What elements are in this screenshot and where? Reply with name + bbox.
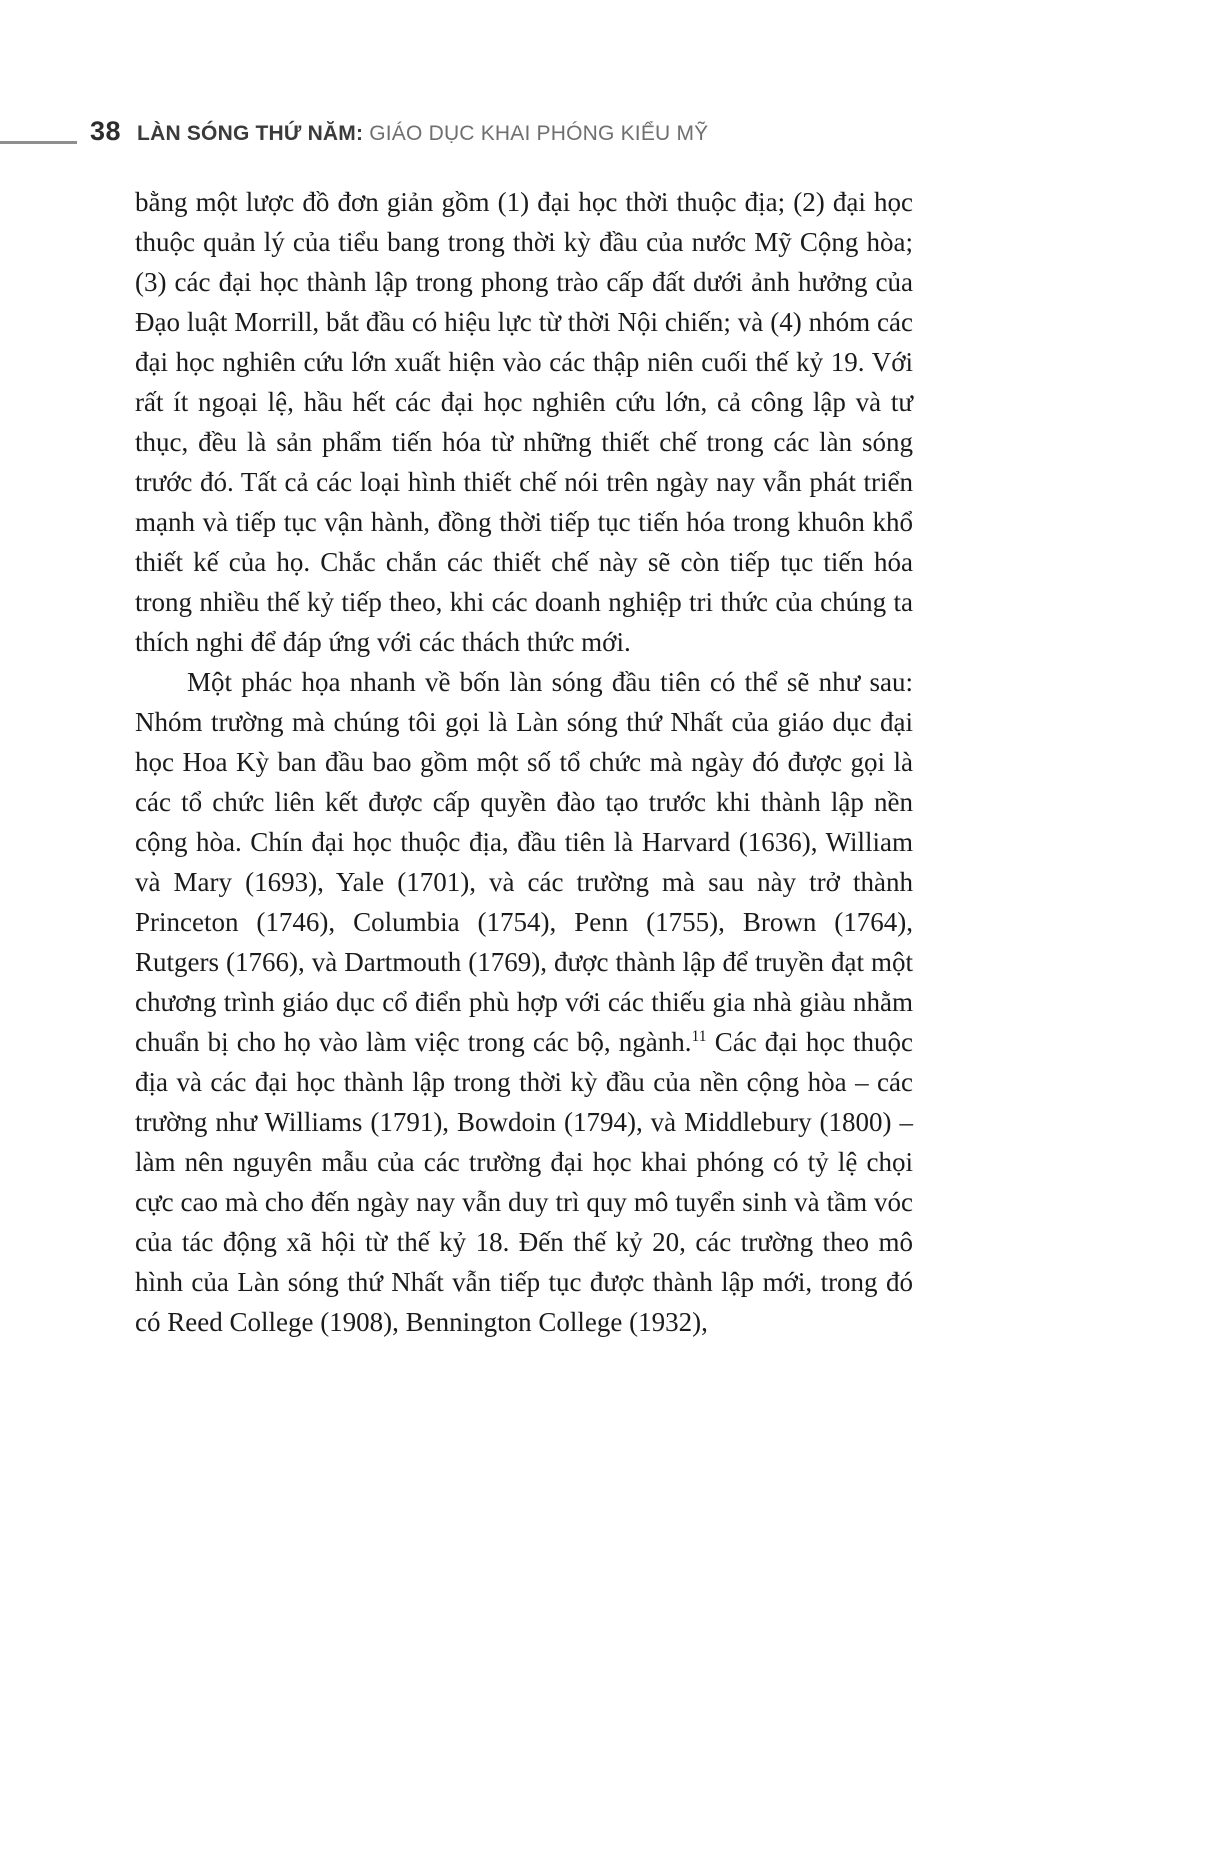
paragraph-2 <box>135 662 913 1342</box>
page-header <box>90 116 708 147</box>
paragraph-2-text-before-footnote: Một phác họa nhanh về bốn làn sóng đầu tiên có thể sẽ như sau: Nhóm trường mà chúng tôi gọi là Làn sóng thứ Nhất của giáo dục đại học Hoa Kỳ ban đầu bao gồm một số tổ chức mà ngày đó được gọi là các tổ chức liên kết được cấp quyền đào tạo trước khi thành lập nền cộng hòa. Chín đại học thuộc địa, đầu tiên là Harvard (1636), William và Mary (1693), Yale (1701), và các trường mà sau này trở thành Princeton (1746), Columbia (1754), Penn (1755), Brown (1764), Rutgers (1766), và Dartmouth (1769), được thành lập để truyền đạt một chương trình giáo dục cổ điển phù hợp với các thiếu gia nhà giàu nhằm chuẩn bị cho họ vào làm việc trong các bộ, ngành. <box>135 667 913 1057</box>
footnote-reference: 11 <box>691 1028 707 1045</box>
body-text <box>135 182 913 1342</box>
paragraph-1: bằng một lược đồ đơn giản gồm (1) đại học thời thuộc địa; (2) đại học thuộc quản lý của tiểu bang trong thời kỳ đầu của nước Mỹ Cộng hòa; (3) các đại học thành lập trong phong trào cấp đất dưới ảnh hưởng của Đạo luật Morrill, bắt đầu có hiệu lực từ thời Nội chiến; và (4) nhóm các đại học nghiên cứu lớn xuất hiện vào các thập niên cuối thế kỷ 19. Với rất ít ngoại lệ, hầu hết các đại học nghiên cứu lớn, cả công lập và tư thục, đều là sản phẩm tiến hóa từ những thiết chế trong các làn sóng trước đó. Tất cả các loại hình thiết chế nói trên ngày nay vẫn phát triển mạnh và tiếp tục vận hành, đồng thời tiếp tục tiến hóa trong khuôn khổ thiết kế của họ. Chắc chắn các thiết chế này sẽ còn tiếp tục tiến hóa trong nhiều thế kỷ tiếp theo, khi các doanh nghiệp tri thức của chúng ta thích nghi để đáp ứng với các thách thức mới. <box>135 187 913 657</box>
running-title-book-name: LÀN SÓNG THỨ NĂM: <box>137 122 364 145</box>
running-title-subtitle: GIÁO DỤC KHAI PHÓNG KIỂU MỸ <box>369 122 709 145</box>
header-margin-rule <box>0 141 77 144</box>
paragraph-2-text-after-footnote: Các đại học thuộc địa và các đại học thành lập trong thời kỳ đầu của nền cộng hòa – các trường như Williams (1791), Bowdoin (1794), và Middlebury (1800) – làm nên nguyên mẫu của các trường đại học khai phóng có tỷ lệ chọi cực cao mà cho đến ngày nay vẫn duy trì quy mô tuyển sinh và tầm vóc của tác động xã hội từ thế kỷ 18. Đến thế kỷ 20, các trường theo mô hình của Làn sóng thứ Nhất vẫn tiếp tục được thành lập mới, trong đó có Reed College (1908), Bennington College (1932), <box>135 1027 913 1337</box>
page-number: 38 <box>90 116 122 146</box>
running-title <box>137 122 708 146</box>
